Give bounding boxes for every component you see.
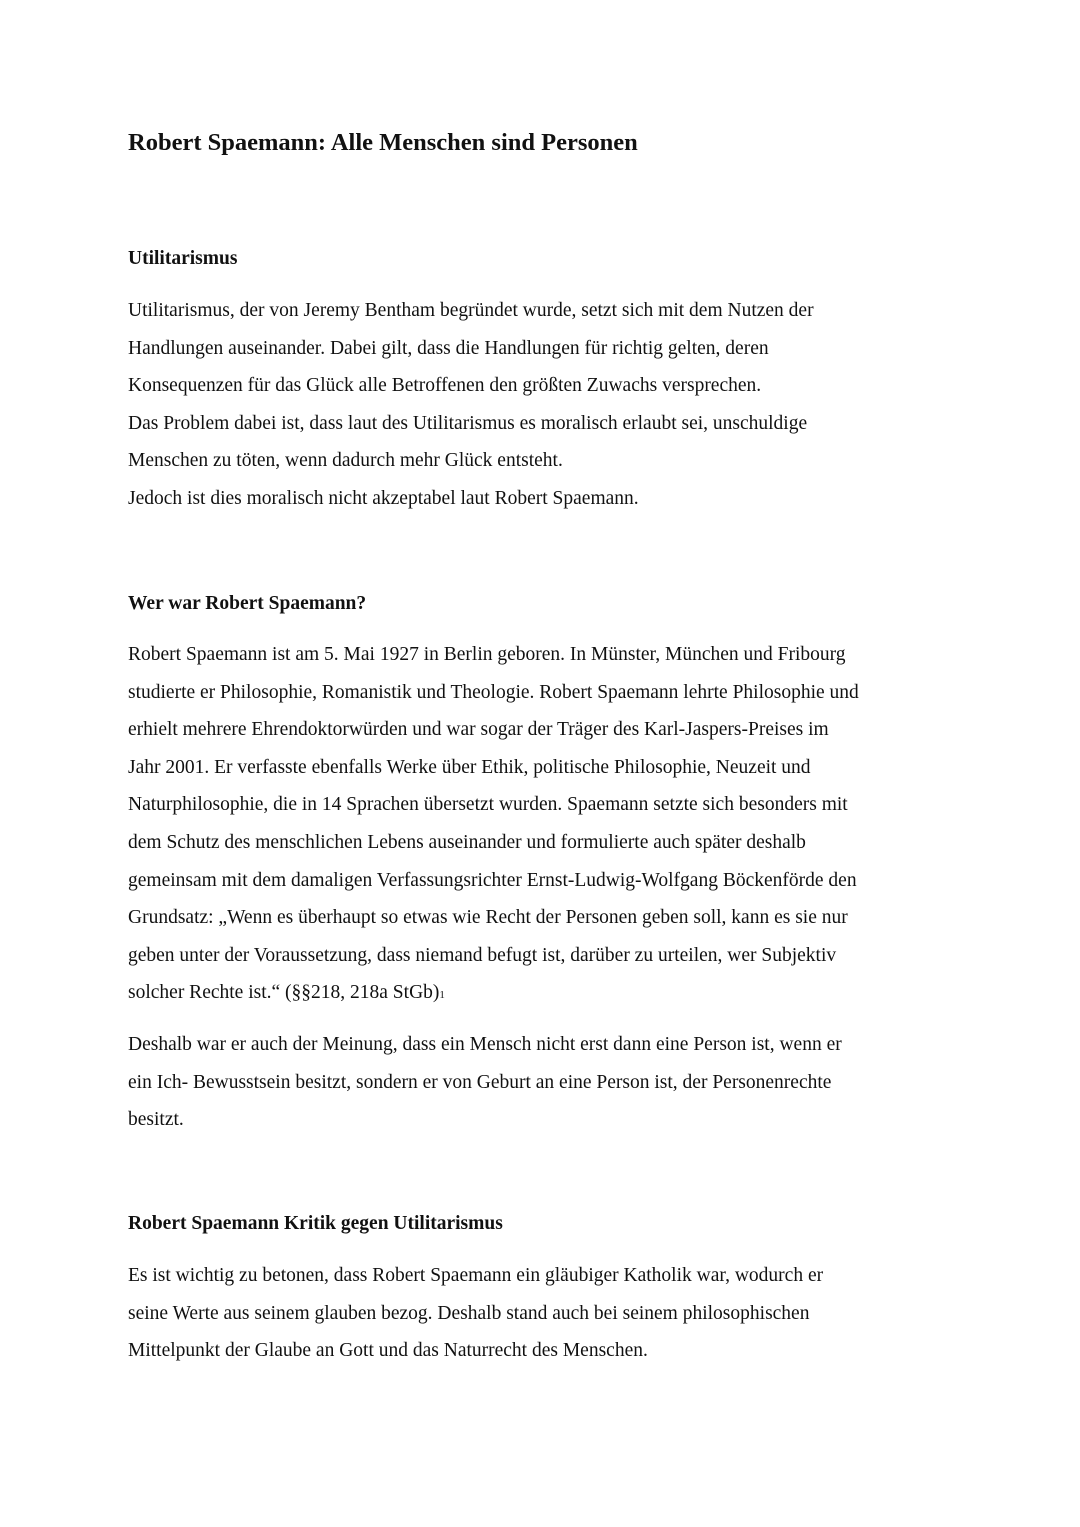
text-line: Jahr 2001. Er verfasste ebenfalls Werke über Ethik, politische Philosophie, Neuzeit und xyxy=(128,756,811,778)
text-line: ein Ich- Bewusstsein besitzt, sondern er von Geburt an eine Person ist, der Personenrechte xyxy=(128,1071,832,1093)
text-line: Mittelpunkt der Glaube an Gott und das Naturrecht des Menschen. xyxy=(128,1340,648,1362)
text-line: Deshalb war er auch der Meinung, dass ein Mensch nicht erst dann eine Person ist, wenn er xyxy=(128,1034,842,1055)
text-line: gemeinsam mit dem damaligen Verfassungsrichter Ernst-Ludwig-Wolfgang Böckenförde den xyxy=(128,869,857,891)
text-line: dem Schutz des menschlichen Lebens auseinander und formulierte auch später deshalb xyxy=(128,831,806,853)
section-heading-kritik: Robert Spaemann Kritik gegen Utilitarismus xyxy=(128,1213,503,1234)
text-line-with-footnote xyxy=(128,974,859,1015)
footnote-marker: 1 xyxy=(439,989,445,1002)
text-line: solcher Rechte ist.“ (§§218, 218a StGb) xyxy=(128,982,440,1004)
text-line: seine Werte aus seinem glauben bezog. Deshalb stand auch bei seinem philosophischen xyxy=(128,1302,810,1324)
text-line: Robert Spaemann ist am 5. Mai 1927 in Berlin geboren. In Münster, München und Fribourg xyxy=(128,644,846,665)
section-heading-utilitarismus: Utilitarismus xyxy=(128,248,238,269)
text-line: Utilitarismus, der von Jeremy Bentham begründet wurde, setzt sich mit dem Nutzen der xyxy=(128,300,814,321)
text-line: Grundsatz: „Wenn es überhaupt so etwas wie Recht der Personen geben soll, kann es sie nur xyxy=(128,907,848,929)
text-line: Handlungen auseinander. Dabei gilt, dass die Handlungen für richtig gelten, deren xyxy=(128,337,769,359)
text-line: besitzt. xyxy=(128,1109,184,1131)
paragraph-person-opinion xyxy=(128,1026,842,1139)
document-title: Robert Spaemann: Alle Menschen sind Personen xyxy=(128,129,638,156)
text-line: erhielt mehrere Ehrendoktorwürden und war sogar der Träger des Karl-Jaspers-Preises im xyxy=(128,719,829,741)
section-heading-wer-war-robert-spaemann: Wer war Robert Spaemann? xyxy=(128,593,367,614)
paragraph-biography xyxy=(128,636,859,1015)
text-line: studierte er Philosophie, Romanistik und Theologie. Robert Spaemann lehrte Philosophie und xyxy=(128,681,859,703)
text-line: Es ist wichtig zu betonen, dass Robert Spaemann ein gläubiger Katholik war, wodurch er xyxy=(128,1265,824,1286)
text-line: Menschen zu töten, wenn dadurch mehr Glück entsteht. xyxy=(128,450,563,472)
text-line: Konsequenzen für das Glück alle Betroffenen den größten Zuwachs versprechen. xyxy=(128,375,762,397)
paragraph-kritik xyxy=(128,1257,823,1370)
text-line: geben unter der Voraussetzung, dass niemand befugt ist, darüber zu urteilen, wer Subjektiv xyxy=(128,944,837,966)
text-line: Naturphilosophie, die in 14 Sprachen übersetzt wurden. Spaemann setzte sich besonders mit xyxy=(128,794,848,816)
text-line: Jedoch ist dies moralisch nicht akzeptabel laut Robert Spaemann. xyxy=(128,487,639,509)
paragraph-utilitarismus xyxy=(128,292,814,518)
text-line: Das Problem dabei ist, dass laut des Utilitarismus es moralisch erlaubt sei, unschuldige xyxy=(128,412,808,434)
